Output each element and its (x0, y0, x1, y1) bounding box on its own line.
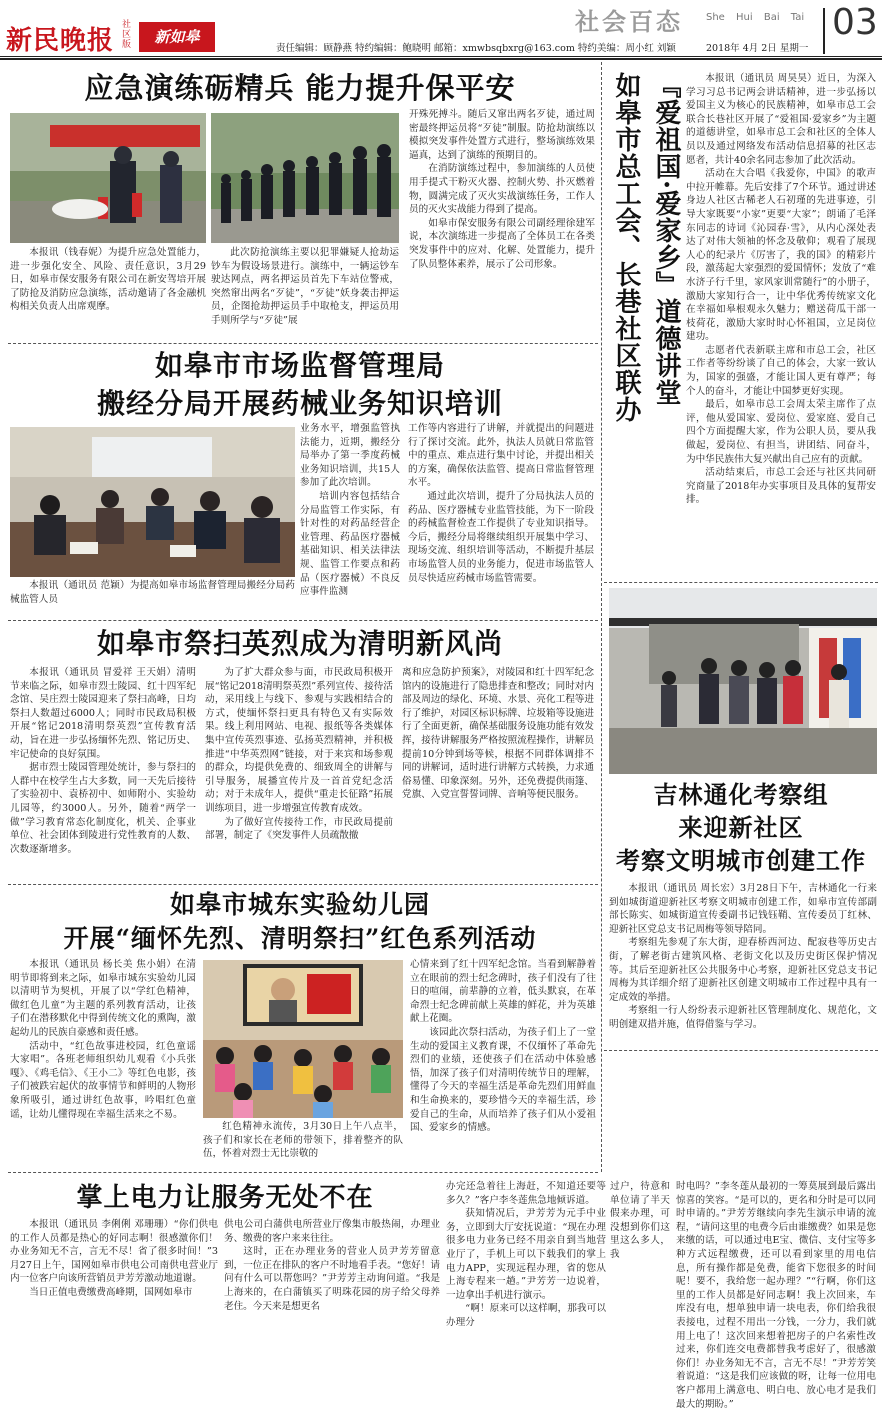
side2-title-line2: 来迎新社区 (678, 813, 804, 842)
article3-col3: 离和应急防护预案》，对陵园和红十四军纪念馆内的设施进行了隐患排查和整改；同时对内部及周边的绿化、环境、水景、亮化工程等进行了维护，对园区标识标牌、垃圾箱等设施进行了全面更新，确保基础服务设施功能有效发挥，接待讲解服务严格按照流程操作，讲解员提前10分钟到场等候，根据不同群体调排不同的讲解词，适时进行讲解方式转换，力求通俗易懂、印象深刻。另外，还免费提供雨篷、党旗、入党宣誓誓词牌、音响等便民服务。 (402, 667, 594, 801)
article2-title (20, 347, 580, 423)
article4-photo (203, 960, 403, 1118)
side1-title-right: 『爱祖国·爱家乡』道德讲堂 (651, 72, 681, 407)
article2-col1: 业务水平，增强监管执法能力，近期，搬经分局举办了第一季度药械业务知识培训，共15人参加了此次培训。 培训内容包括结合分局监管工作实际，有针对性的对药品经营企业管理、药品医疗器械基础知识、相关法律法规、监管工作要点和药品（医疗器械）不良反应事件监测 (300, 423, 400, 598)
side2-title-line3: 考察文明城市创建工作 (616, 846, 866, 875)
article4-title-line1: 如皋市城东实验幼儿园 (169, 890, 430, 919)
article4-title (10, 888, 590, 956)
article1-col1: 本报讯（钱春妮）为提升应急处置能力，进一步强化安全、风险、责任意识，3月29日，如皋市保安服务有限公司在新安驾培开展了防抢及消防应急演练，活动邀请了各金融机构相关负责人出席观摩。 (10, 247, 206, 313)
article1-col3: 开殊死搏斗。随后又窜出两名歹徒，通过周密最终押运员将“歹徒”制服。防抢劫演练以模拟突发事件处置方式进行，整场演练效果逼真，达到了演练的预期目的。 在消防演练过程中，参加演练的人员使用手提式干粉灭火器、控制火势、扑灭燃着物，圆满完成了灭火实战演练任务，工作人员的灭火实战能力得到了提高。 如皋市保安服务有限公司副经理徐建军说，本次演练进一步提高了全体员工在各类突发事件中的应对、化解、处置能力，提升了队员整体素养，展示了公司形象。 (409, 109, 595, 270)
side2-photo (609, 588, 877, 774)
brand-logo: 新民晚报 (6, 26, 115, 56)
local-badge: 新如皋 (139, 22, 215, 52)
masthead-vline (823, 8, 825, 54)
side-separator-1 (604, 582, 878, 583)
article2-caption: 本报讯（通讯员 范颖）为提高如皋市场监督管理局搬经分局药械监管人员 (10, 580, 295, 605)
article4-title-line2: 开展“缅怀先烈、清明祭扫”红色系列活动 (63, 924, 537, 953)
section-pinyin: She Hui Bai Tai (706, 12, 805, 23)
page-number: 03 (832, 2, 878, 43)
side1-title-left: 如皋市总工会、长巷社区联办 (611, 72, 641, 423)
article5-col5: 时电吗？”李冬莲从最初的一筹莫展到最后露出惊喜的笑容。“是可以的，更名和分时是可以同时申请的。”尹芳芳继续向李先生演示申请的流程，“请问这里的电费今后由谁缴费？如果是您来缴的话，可以通过电E宝、微信、支付宝等多种方式远程缴费，还可以看到家里的用电信息，所有操作都是免费，能省下您很多的时间呢！要不，我给您一起办理？”“行啊，你们这里的工作人员都是好同志啊！我上次回来，车库没有电，想单独申请一块电表，你们给我很表接电，过程不用出一分钱，一分力，我们就用上电了！这次回来想着把房子的户名索性改过来，你们连交电费都替我考虑好了，很感激你们！办业务知无不言，言无不尽！”尹芳芳笑着说道：“这是我们应该做的呀，让每一位用电客户都用上满意电、明白电、放心电才是我们最大的期盼。” (676, 1181, 876, 1410)
masthead (0, 0, 882, 58)
separator-3 (8, 884, 598, 885)
section-title: 社会百态 (575, 7, 683, 36)
article2-col2: 工作等内容进行了讲解，并就提出的问题进行了探讨交流。此外，执法人员就日常监管中的重点、难点进行集中讨论，并提出相关的方案，确保依法监管、提高日常监督管理水平。 通过此次培训，提升了分局执法人员的药品、医疗器械专业监管技能，为下一阶段的药械监督检查工作提供了专业知识指导。今后，搬经分局将继续组织开展集中学习、现场交流、组织培训等活动，不断提升基层市场监管人员的业务能力，促进市场监管人员尽快适应药械市场监管需要。 (408, 423, 594, 584)
article1-col2: 此次防抢演练主要以犯罪嫌疑人抢劫运钞车为假设场景进行。演练中，一辆运钞车驶达网点，两名押运员首先下车站位警戒，突然窜出两名“歹徒”，“歹徒”妖身袭击押运员，企图抢劫押运员手中取枪支，押运员用手则所学与“歹徒”展 (211, 247, 399, 326)
article5-col1: 本报讯（通讯员 李俐俐 邓珊珊）“你们供电的工作人员都是热心的好同志啊！很感激你们！办业务知无不言，言无不尽！省了很多时间！”3月27日上午，国网如皋市供电公司南供电营业厅内一位客户向该所营销员尹芳芳激动地道谢。 当日正值电费缴费高峰期，国网如皋市 (10, 1219, 218, 1298)
article5-col3: 办完还急着往上海赶，不知道还要等多久？”客户李冬莲焦急地倾诉道。 获知情况后，尹芳芳为元手中业务，立即到大厅安抚说道：“现在办理很多电力业务已经不用亲自到当地营业厅了，手机上可以下载我们的掌上电力APP，实现远程办理，省的您从上海专程来一趟。”尹芳芳一边说着，一边拿出手机进行演示。 “啊！原来可以这样啊，那我可以办理分 (446, 1181, 606, 1328)
article5-col4: 过户，待意和单位请了半天假来办理，可没想到你们这里这么多人，我 (610, 1181, 670, 1260)
article5-col2: 供电公司白蒲供电所营业厅像集市般热闹，办理业务、缴费的客户来来往往。 这时，正在办理业务的营业人员尹芳芳留意到，一位正在排队的客户不时地看手表。“您好！请问有什么可以帮您吗？”尹芳芳主动询问道。“我是上海来的，在白蒲镇买了明珠花园的房子给父母养老住。今天来是想更名 (224, 1219, 440, 1312)
article3-col2: 为了扩大群众参与面，市民政局积极开展“铭记2018清明祭英烈”系列宣传、接待活动，采用线上与线下、参观与实践相结合的方式，使缅怀祭扫更具有特色又有实际效果。线上利用网站、电视、报纸等各类媒体集中宣传英烈事迹、弘扬英烈精神，并积极推进“中华英烈网”链接，对于来宾和场参观的群众，均提供免费的、细致周全的讲解与引导服务，展播宣传片及一首首党纪念活动；对于未成年人，提供“重走长征路”拓展训练项目，进一步增强宣传教育成效。 为了做好宣传接待工作，市民政局提前部署，制定了《突发事件人员疏散撤 (205, 667, 393, 842)
article2-title-line2: 搬经分局开展药械业务知识培训 (96, 387, 503, 420)
masthead-rule-thin (0, 56, 882, 57)
article4-caption: 红色精神永流传，3月30日上午八点半，孩子们和家长在老师的带领下，排着整齐的队伍，怀着对烈士无比崇敬的 (203, 1121, 403, 1160)
issue-date: 2018年 4月 2日 星期一 (706, 43, 809, 54)
article1-photo-right (211, 113, 399, 243)
article3-title: 如皋市祭扫英烈成为清明新风尚 (96, 627, 503, 660)
edition-tag: 社区版 (122, 20, 132, 50)
side2-title-line1: 吉林通化考察组 (653, 780, 829, 809)
article1-photo-left (10, 113, 206, 243)
side-divider (601, 62, 602, 1172)
side1-body: 本报讯（通讯员 周昊昊）近日，为深入学习习总书记两会讲话精神，进一步弘扬以爱国主义为核心的民族精神，如皋市总工会联合长巷社区开展了“爱祖国·爱家乡”为主题的道德讲堂，如皋市总工会和社区的全体人员以及通过网络发布活动信息招募的社区志愿者，共计40余名同志参加了此次活动。 活动在大合唱《我爱你，中国》的歌声中拉开帷幕。先后安排了7个环节。通过讲述身边人社区古稀老人石初瑾的先进事迹，引导大家既要“小家”更要“大家”；朗诵了毛泽东同志的诗词《沁园春·雪》，从内心深处表达了对伟大领袖的怀念及敬仰；观看了展现人心的纪录片《厉害了，我的国》的精彩片段，激荡起大家强烈的爱国情怀；发放了“难水济子行千里，家风家训常随行”的小册子，激励大家知行合一，让中华优秀传统家文化在幸福如皋根观永久魅力；赠送荷瓜干部一枝荷花，激励大家时时心怀祖国，立足岗位建功。 志愿者代表新联主席和市总工会，社区工作者等纷纷谈了自己的体会，大家一致认为，国家的强盛，才能让国人更有尊严；每个人的奋斗，才能让中国梦更好实现。 最后，如皋市总工会周太荣主席作了点评，他从爱国家、爱岗位、爱家庭、爱自己四个方面提醒大家，作为公职人员，要从我做起，爱岗位、有担当，讲团结、同奋斗，为中华民族伟大复兴献出自己应有的贡献。 活动结束后，市总工会还与社区共同研究商量了2018年办实事项目及具体的复帮安排。 (686, 73, 876, 506)
separator-2 (8, 620, 598, 621)
side2-body: 本报讯（通讯员 周长宏）3月28日下午，吉林通化一行来到如城街道迎新社区考察文明城市创建工作，如皋市宣传部副部长陈实、如城街道宣传委副书记钱钰鞘、宣传委员丁红林、迎新社区党总支书记周梅等领导陪同。 考察组先参观了东大街，迎春桥西河边、配寂巷等历史古街，了解老街古建筑风格、老街文化以及历史街区保护情况等。其后至迎新社区公共服务中心考察，迎新社区党总支书记周梅为其详细介绍了迎新社区创建文明城市工作过程中具有一定成效的举措。 考察组一行人纷纷表示迎新社区管理制度化、规范化，文明创建双措并施，值得借鉴与学习。 (609, 883, 877, 1030)
article1-title: 应急演练砺精兵 能力提升保平安 (84, 71, 516, 105)
article2-photo (10, 427, 295, 577)
article4-col1: 本报讯（通讯员 杨长美 焦小娟）在清明节即将到来之际，如皋市城东实验幼儿园以清明节为契机，开展了以“学红色精神，做红色儿童”为主题的系列教育活动，让孩子们在潜移默化中得到传统文化的熏陶，激起幼儿的民族自豪感和责任感。 活动中，“红色故事进校园，红色童谣大家唱”。各班老师组织幼儿观看《小兵张嘎》、《鸡毛信》、《王小二》等红色电影，孩子们被跌宕起伏的故事情节和鲜明的人物形象所吸引，通过讲红色故事，吟唱红色童谣，让幼儿懂得现在幸福生活来之不易。 (10, 959, 196, 1120)
side2-title (604, 778, 878, 877)
article5-title: 掌上电力让服务无处不在 (76, 1183, 374, 1213)
article4-col3: 心情来到了红十四军纪念馆。当看到解静着立在眼前的烈士纪念碑时，孩子们没有了往日的喧闹，前辈静的立着，低头默哀，在革命烈士纪念碑前献上英雄的鲜花，并为英雄献上花圈。 该园此次祭扫活动，为孩子们上了一堂生动的爱国主义教育课，不仅缅怀了革命先烈们的业绩，还使孩子们在活动中体验感悟，加深了孩子们对清明传统节日的理解，懂得了今天的幸福生活是革命先烈们用鲜血和生命换来的，要珍惜今天的幸福生活，珍爱自己的生命，从而培养了孩子们从小爱祖国、爱家乡的情感。 (410, 959, 596, 1134)
article2-title-line1: 如皋市市场监督管理局 (154, 349, 445, 382)
article3-col1: 本报讯（通讯员 冒爱祥 王天娟）清明节来临之际，如皋市烈士陵园、红十四军纪念馆、吴庄烈士陵园迎来了祭扫高峰，日均祭扫人数超过6000人；同时市民政局积极开展“铭记2018清明祭英烈”宣传教育活动，旨在进一步弘扬缅怀先烈、铭记历史、牢记使命的良好氛围。 据市烈士陵园管理处统计，参与祭扫的人群中在校学生占大多数，同一天先后接待了实验初中、袁桥初中、如师附小、实验幼儿园等，约3000人。另外，随着“两学一做”学习教育常态化制度化，机关、企事业单位、社会团体到陵进行党性教育的人数、次数逐渐增多。 (10, 667, 196, 855)
masthead-rule-thick (0, 58, 882, 60)
side-separator-2 (604, 1050, 878, 1051)
separator-1 (8, 343, 598, 344)
separator-4 (8, 1172, 598, 1173)
editors-line: 责任编辑：顾静燕 特约编辑：鲍晓明 邮箱：xmwbsqbxrg@163.com 特约美编：周小红 刘颖 (276, 43, 676, 54)
